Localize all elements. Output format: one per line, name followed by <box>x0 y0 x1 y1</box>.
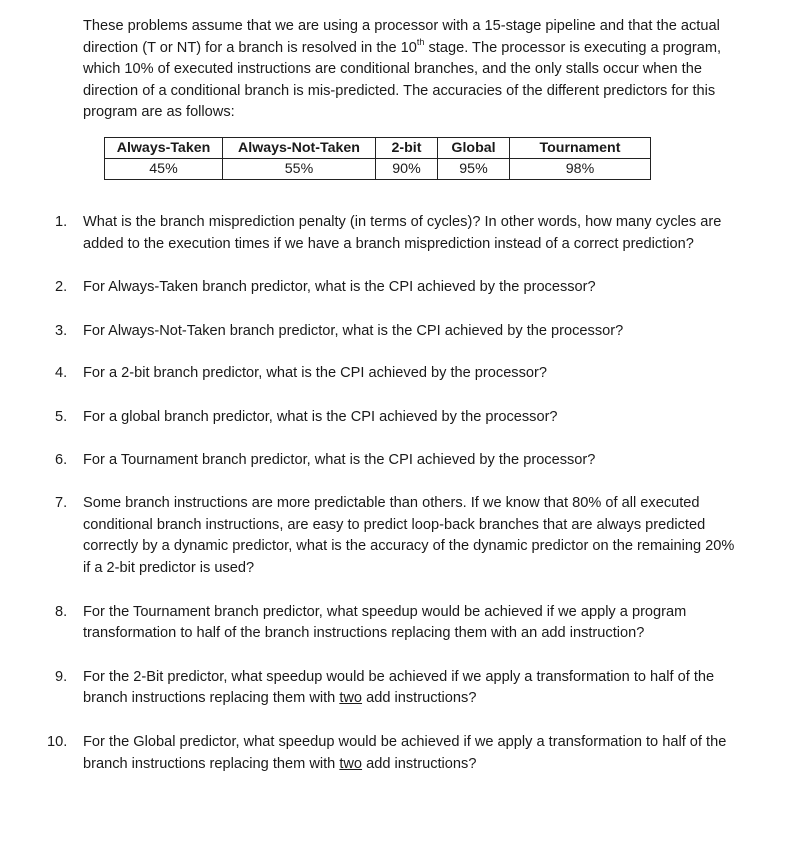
question-3 <box>0 321 743 343</box>
intro-text-b: stage. The processor is executing a program, which 10% of executed instructions are conditional branches, and the only stalls occur when the direction of a conditional branch is mis-predicted. The accuracies of the different predictors for this program are as follows: <box>83 39 722 121</box>
intro-paragraph <box>83 16 743 124</box>
value-always-not-taken: 55% <box>223 159 376 180</box>
value-global: 95% <box>438 159 510 180</box>
question-7 <box>0 493 743 579</box>
question-text-b: add instructions? <box>362 690 477 707</box>
question-number: 1. <box>55 214 68 230</box>
question-number: 6. <box>55 451 68 468</box>
header-always-taken: Always-Taken <box>105 138 223 159</box>
question-text: For a 2-bit branch predictor, what is the CPI achieved by the processor? <box>83 365 547 382</box>
question-text: What is the branch misprediction penalty (in terms of cycles)? In other words, how many cycles are added to the execution times if we have a branch misprediction instead of a correct prediction? <box>83 214 722 252</box>
question-number: 4. <box>55 365 68 382</box>
question-number: 5. <box>55 408 68 425</box>
question-2 <box>0 277 743 299</box>
underlined-word: two <box>339 690 363 707</box>
question-text: Some branch instructions are more predictable than others. If we know that 80% of all executed conditional branch instructions, are easy to predict loop-back branches that are always predicted correctly by a dynamic predictor, what is the accuracy of the dynamic predictor on the remaining 20% if a 2-bit predictor is used? <box>83 495 735 576</box>
value-tournament: 98% <box>510 159 651 180</box>
question-6 <box>0 450 743 472</box>
question-text: For Always-Not-Taken branch predictor, what is the CPI achieved by the processor? <box>83 322 624 339</box>
question-number: 10. <box>47 733 68 750</box>
header-always-not-taken: Always-Not-Taken <box>223 138 376 159</box>
value-always-taken: 45% <box>105 159 223 180</box>
underlined-word: two <box>339 755 363 772</box>
value-2-bit: 90% <box>376 159 438 180</box>
question-text: For a Tournament branch predictor, what is the CPI achieved by the processor? <box>83 451 596 468</box>
question-9 <box>0 667 743 710</box>
intro-text-a: These problems assume that we are using a processor with a 15-stage pipeline and that the actual direction (T or NT) for a branch is resolved in the 10 <box>83 18 720 56</box>
question-number: 8. <box>55 603 68 620</box>
question-number: 9. <box>55 668 68 685</box>
question-number: 2. <box>55 279 68 296</box>
question-5 <box>0 407 743 429</box>
question-list <box>0 212 760 775</box>
question-4 <box>0 363 743 385</box>
question-text-a: For the Global predictor, what speedup would be achieved if we apply a transformation to half of the branch instructions replacing them with <box>83 733 727 772</box>
intro-superscript: th <box>416 36 425 47</box>
question-text: For a global branch predictor, what is the CPI achieved by the processor? <box>83 408 558 425</box>
question-text-b: add instructions? <box>362 755 477 772</box>
question-text-a: For the 2-Bit predictor, what speedup would be achieved if we apply a transformation to half of the branch instructions replacing them with <box>83 668 715 707</box>
table-header-row <box>105 138 651 159</box>
header-2-bit: 2-bit <box>376 138 438 159</box>
question-8 <box>0 602 743 645</box>
question-1 <box>0 212 743 255</box>
question-text: For Always-Taken branch predictor, what is the CPI achieved by the processor? <box>83 279 596 296</box>
question-text: For the Tournament branch predictor, what speedup would be achieved if we apply a program transformation to half of the branch instructions replacing them with an add instruction? <box>83 603 687 642</box>
question-10 <box>0 732 743 775</box>
question-number: 3. <box>55 322 68 339</box>
header-global: Global <box>438 138 510 159</box>
header-tournament: Tournament <box>510 138 651 159</box>
predictor-accuracy-table <box>104 137 651 180</box>
question-number: 7. <box>55 495 68 512</box>
table-value-row <box>105 159 651 180</box>
